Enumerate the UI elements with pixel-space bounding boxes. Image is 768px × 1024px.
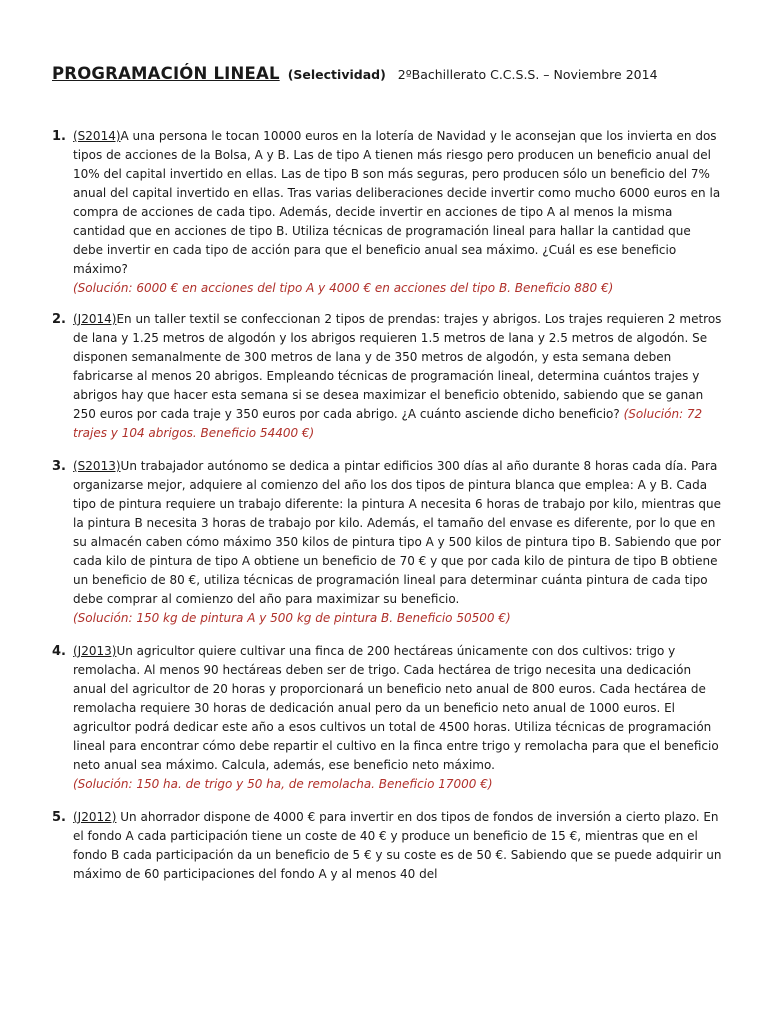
problem-text: Un trabajador autónomo se dedica a pintar edificios 300 días al año durante 8 horas cada día. Para organizarse mejor, adquiere al comienzo del año los dos tipos de pintura blanca que emplea: A y B. Cada tipo de pintura requiere un trabajo diferente: la pintura A necesita 6 horas de trabajo por kilo, mientras que la pintura B necesita 3 horas de trabajo por kilo. Además, el tamaño del envase es diferente, por lo que en su almacén caben cómo máximo 350 kilos de pintura tipo A y 500 kilos de pintura tipo B. Sabiendo que por cada kilo de pintura de tipo A obtiene un beneficio de 70 € y que por cada kilo de pintura de tipo B obtiene un beneficio de 80 €, utiliza técnicas de programación lineal para determinar cuánta pintura de cada tipo debe comprar al comienzo del año para maximizar su beneficio. xyxy=(73,459,722,606)
problem-text: A una persona le tocan 10000 euros en la lotería de Navidad y le aconsejan que los invierta en dos tipos de acciones de la Bolsa, A y B. Las de tipo A tienen más riesgo pero producen un beneficio anual del 10% del capital invertido en ellas. Las de tipo B son más seguras, pero producen sólo un beneficio del 7% anual del capital invertido en ellas. Tras varias deliberaciones decide invertir como mucho 6000 euros en la compra de acciones de cada tipo. Además, decide invertir en acciones de tipo A al menos la misma cantidad que en acciones de tipo B. Utiliza técnicas de programación lineal para hallar la cantidad que debe invertir en cada tipo de acción para que el beneficio anual sea máximo. ¿Cuál es ese beneficio máximo? xyxy=(73,129,721,276)
problem-1 xyxy=(52,127,724,298)
problem-number: 5. xyxy=(52,810,66,825)
problem-number: 1. xyxy=(52,129,66,144)
problem-text: En un taller textil se confeccionan 2 tipos de prendas: trajes y abrigos. Los trajes requieren 2 metros de lana y 1.25 metros de algodón y los abrigos requieren 1.5 metros de lana y 2.5 metros de algodón. Se disponen semanalmente de 300 metros de lana y de 350 metros de algodón, y esta semana deben fabricarse al menos 20 abrigos. Empleando técnicas de programación lineal, determina cuántos trajes y abrigos hay que hacer esta semana si se desea maximizar el beneficio obtenido, sabiendo que se ganan 250 euros por cada traje y 350 euros por cada abrigo. ¿A cuánto asciende dicho beneficio? xyxy=(73,312,722,421)
problem-number: 2. xyxy=(52,312,66,327)
problem-solution: (Solución: 6000 € en acciones del tipo A y 4000 € en acciones del tipo B. Beneficio 880 €) xyxy=(73,281,614,295)
problem-text: Un agricultor quiere cultivar una finca de 200 hectáreas únicamente con dos cultivos: trigo y remolacha. Al menos 90 hectáreas deben ser de trigo. Cada hectárea de trigo necesita una dedicación anual del agricultor de 20 horas y proporcionará un beneficio neto anual de 800 euros. Cada hectárea de remolacha requiere 30 horas de dedicación anual pero da un beneficio neto anual de 1000 euros. El agricultor podrá dedicar este año a esos cultivos un total de 4500 horas. Utiliza técnicas de programación lineal para encontrar cómo debe repartir el cultivo en la finca entre trigo y remolacha para que el beneficio neto anual sea máximo. Calcula, además, ese beneficio neto máximo. xyxy=(73,644,719,772)
problem-body xyxy=(73,457,724,628)
problem-number: 4. xyxy=(52,644,66,659)
problem-code: (J2013) xyxy=(73,644,117,658)
problem-body xyxy=(73,808,724,884)
problem-body xyxy=(73,642,724,794)
problem-4 xyxy=(52,642,724,794)
problem-solution: (Solución: 150 ha. de trigo y 50 ha, de remolacha. Beneficio 17000 €) xyxy=(73,777,493,791)
problem-body xyxy=(73,127,724,298)
document-subtitle: (Selectividad) xyxy=(287,67,386,82)
problem-code: (S2013) xyxy=(73,459,121,473)
problem-2 xyxy=(52,310,724,443)
problem-code: (J2012) xyxy=(73,810,117,824)
problem-body xyxy=(73,310,724,443)
problem-3 xyxy=(52,457,724,628)
problem-code: (S2014) xyxy=(73,129,121,143)
problem-5 xyxy=(52,808,724,884)
problem-solution: (Solución: 72 trajes y 104 abrigos. Beneficio 54400 €) xyxy=(73,407,703,440)
problem-solution: (Solución: 150 kg de pintura A y 500 kg de pintura B. Beneficio 50500 €) xyxy=(73,611,511,625)
problem-number: 3. xyxy=(52,459,66,474)
problem-code: (J2014) xyxy=(73,312,117,326)
document-title: PROGRAMACIÓN LINEAL xyxy=(52,64,280,83)
course-info: 2ºBachillerato C.C.S.S. – Noviembre 2014 xyxy=(397,67,658,82)
document-header xyxy=(52,64,724,83)
problem-text: Un ahorrador dispone de 4000 € para invertir en dos tipos de fondos de inversión a cierto plazo. En el fondo A cada participación tiene un coste de 40 € y produce un beneficio de 15 €, mientras que en el fondo B cada participación da un beneficio de 5 € y su coste es de 50 €. Sabiendo que se puede adquirir un máximo de 60 participaciones del fondo A y al menos 40 del xyxy=(73,810,722,881)
